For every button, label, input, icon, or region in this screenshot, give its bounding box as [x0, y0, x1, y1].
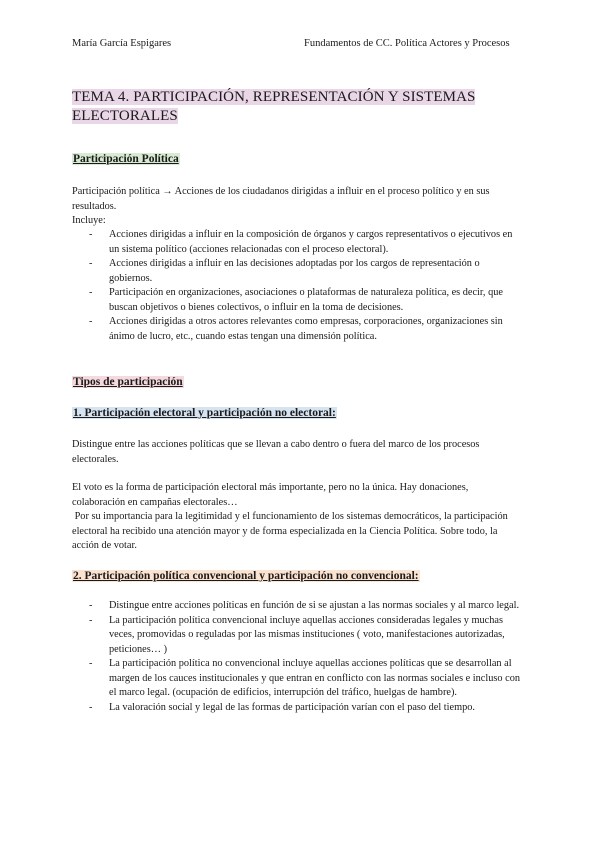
bullet-dash: - — [89, 658, 93, 669]
bullet-dash: - — [89, 287, 93, 298]
header-course: Fundamentos de CC. Política Actores y Procesos — [304, 38, 510, 49]
bullet-dash: - — [89, 316, 93, 327]
includes-label: Incluye: — [72, 215, 106, 226]
heading-text: Participación Política — [73, 153, 179, 165]
list-item — [72, 257, 522, 286]
list-item-text: La participación política convencional incluye aquellas acciones consideradas legales y muchas veces, promovidas o reguladas por las mismas instituciones ( voto, manifestaciones autorizadas, peticiones… ) — [109, 614, 505, 655]
paragraph-electoral-2: El voto es la forma de participación electoral más importante, pero no la única. Hay donaciones, colaboración en campañas electorales… — [72, 482, 469, 508]
heading-text: 1. Participación electoral y participación no electoral: — [73, 407, 336, 419]
list-item-text: Acciones dirigidas a influir en la composición de órganos y cargos representativos o ejecutivos en un sistema político (acciones relacionadas con el proceso electoral). — [109, 229, 513, 255]
header-author: María García Espigares — [72, 38, 172, 49]
paragraph-electoral-3: Por su importancia para la legitimidad y el funcionamiento de los sistemas democráticos, la participación electoral ha recibido una atención mayor y de forma especializada en la Ciencia Política. Sobre todo, la acción de votar. — [72, 511, 511, 551]
heading-text: 2. Participación política convencional y participación no convencional: — [73, 570, 419, 582]
list-item-text: La participación política no convencional incluye aquellas acciones políticas que se desarrollan al margen de los cauces institucionales y que entran en conflicto con las normas sociales e incluso con el marco legal. (ocupación de edificios, interrupción del tráfico, huelgas de hambre). — [109, 658, 520, 698]
definition-paragraph: Participación política → Acciones de los ciudadanos dirigidas a influir en el proceso político y en sus resultados. — [72, 186, 490, 212]
list-item — [72, 228, 522, 257]
heading-participacion-electoral — [72, 407, 337, 419]
list-item-text: Distingue entre acciones políticas en función de si se ajustan a las normas sociales y al marco legal. — [109, 600, 520, 611]
list-item — [72, 599, 522, 614]
page-title-text: TEMA 4. PARTICIPACIÓN, REPRESENTACIÓN Y SISTEMAS ELECTORALES — [72, 89, 476, 124]
list-item-text: La valoración social y legal de las formas de participación varían con el paso del tiempo. — [109, 701, 475, 713]
bullet-dash: - — [89, 229, 93, 240]
heading-participacion-politica — [72, 153, 180, 165]
heading-participacion-convencional — [72, 570, 420, 582]
heading-tipos-participacion — [72, 376, 184, 388]
bullet-dash: - — [89, 600, 93, 611]
includes-list — [72, 228, 522, 344]
convencional-list — [72, 599, 522, 715]
list-item-text: Participación en organizaciones, asociaciones o plataformas de naturaleza política, es decir, que buscan objetivos o bienes colectivos, o influir en la toma de decisiones. — [109, 287, 503, 313]
list-item — [72, 286, 522, 315]
list-item-text: Acciones dirigidas a influir en las decisiones adoptadas por los cargos de representación o gobiernos. — [109, 258, 480, 284]
list-item-text: Acciones dirigidas a otros actores relevantes como empresas, corporaciones, organizaciones sin ánimo de lucro, etc., cuando estas tengan una dimensión política. — [109, 316, 503, 342]
list-item — [72, 701, 522, 716]
list-item — [72, 614, 522, 658]
bullet-dash: - — [89, 258, 93, 269]
page-title — [72, 88, 512, 126]
list-item — [72, 657, 522, 701]
paragraph-electoral-1: Distingue entre las acciones políticas que se llevan a cabo dentro o fuera del marco de los procesos electorales. — [72, 439, 480, 465]
list-item — [72, 315, 522, 344]
bullet-dash: - — [89, 614, 93, 626]
bullet-dash: - — [89, 701, 93, 713]
heading-text: Tipos de participación — [73, 376, 183, 388]
